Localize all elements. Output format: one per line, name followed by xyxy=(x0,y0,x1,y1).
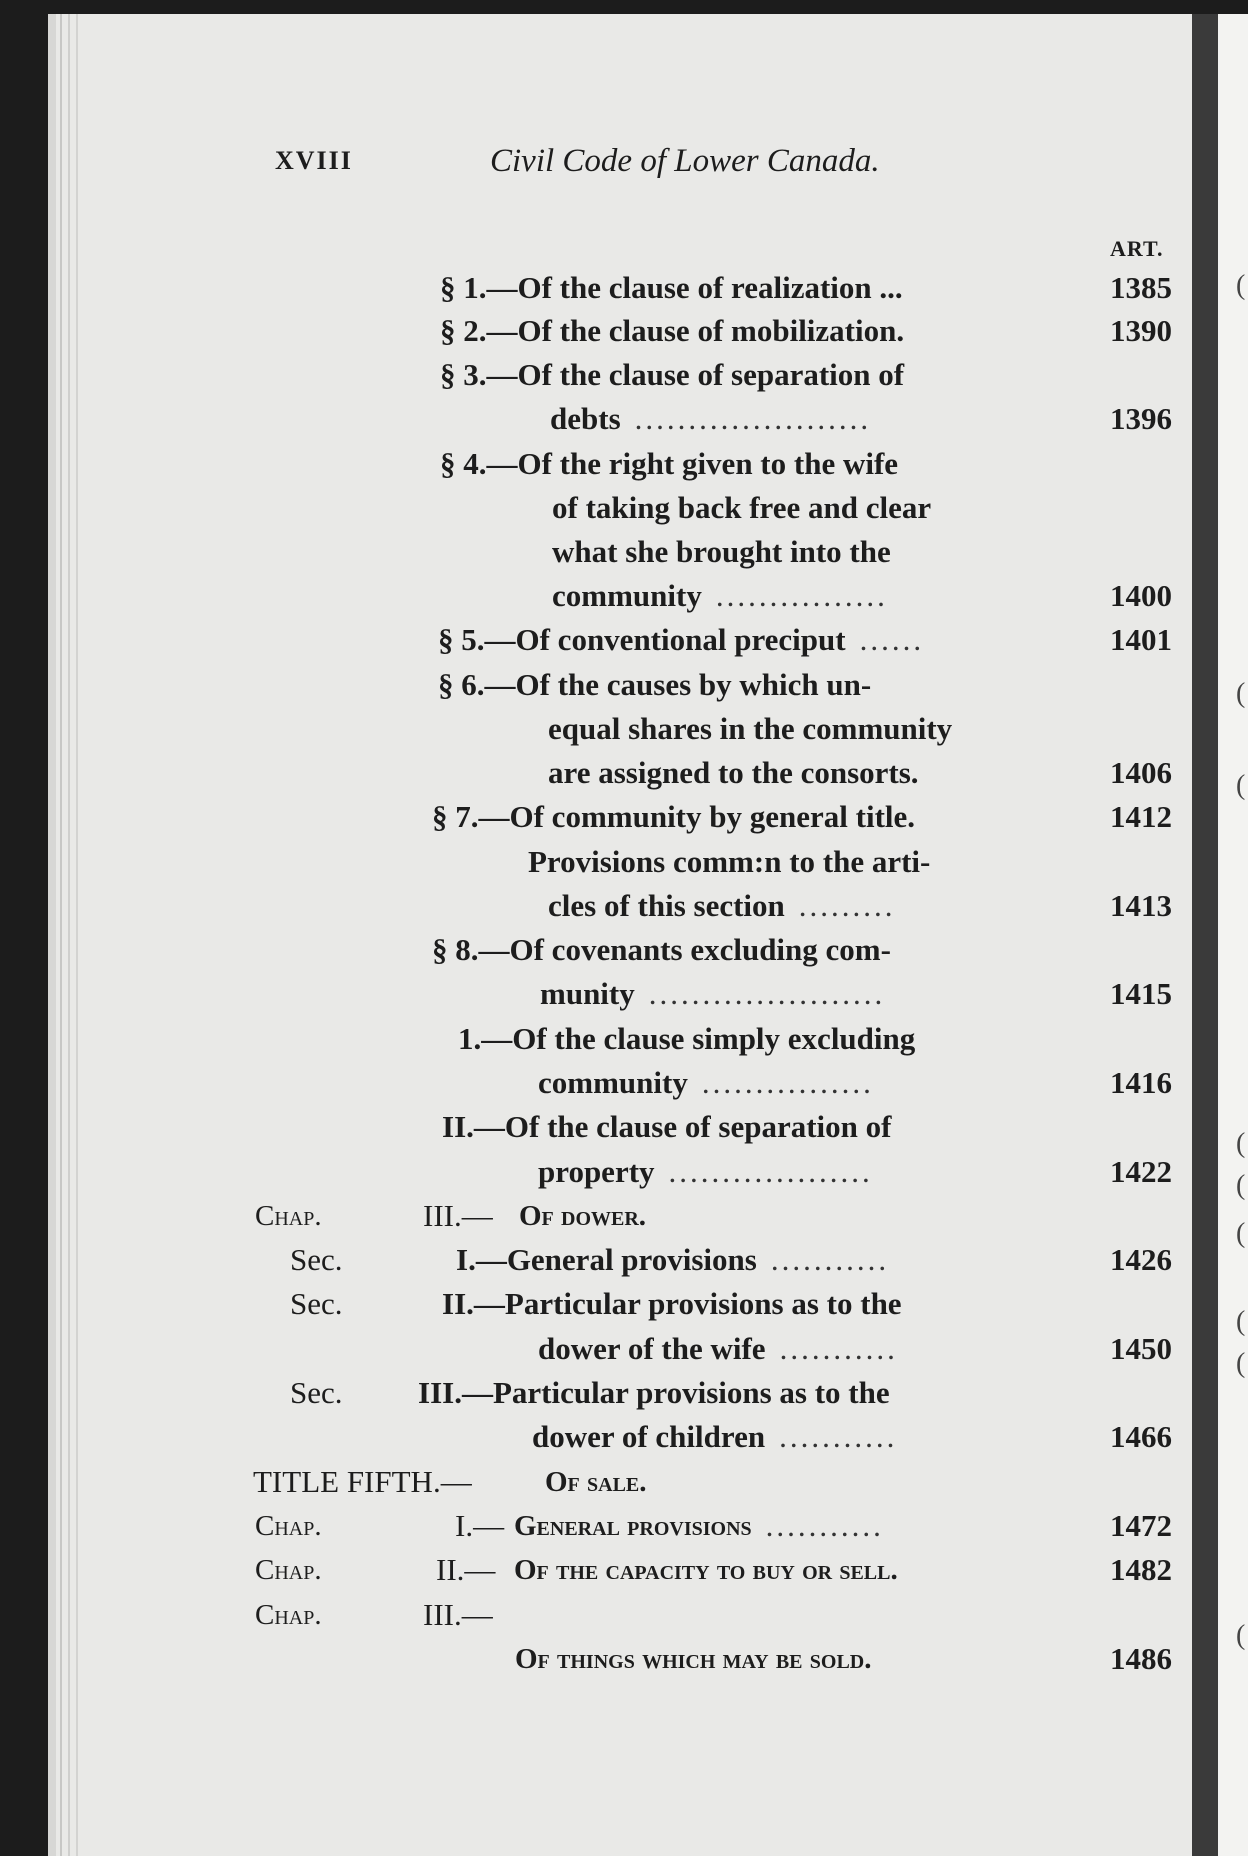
toc-title: 1.—Of the clause simply excluding xyxy=(458,1021,916,1056)
toc-title: are assigned to the consorts. xyxy=(548,755,919,790)
toc-entry xyxy=(0,1373,1248,1413)
toc-entry xyxy=(0,620,1248,660)
toc-entry xyxy=(0,1152,1248,1192)
toc-article-number: 1466 xyxy=(1110,1419,1172,1454)
toc-title: § 7.—Of community by general title. xyxy=(432,799,916,834)
toc-entry xyxy=(0,1107,1248,1147)
toc-entry xyxy=(0,1639,1248,1679)
toc-title: Provisions comm:n to the arti- xyxy=(528,844,931,879)
toc-title: § 1.—Of the clause of realization ... xyxy=(440,270,903,305)
toc-label: Chap. xyxy=(255,1200,322,1232)
toc-title: § 4.—Of the right given to the wife xyxy=(440,446,899,481)
toc-article-number: 1400 xyxy=(1110,578,1172,613)
facing-page-mark: ( xyxy=(1236,770,1246,801)
toc-entry xyxy=(0,1462,1248,1502)
toc-article-number: 1415 xyxy=(1110,976,1172,1011)
toc-chapter-number: III.— xyxy=(423,1198,493,1233)
toc-title: debts xyxy=(550,401,621,436)
dot-leader: ........... xyxy=(770,1242,890,1277)
dot-leader: ........... xyxy=(765,1508,884,1543)
toc-entry xyxy=(0,797,1248,837)
toc-title: II.—Particular provisions as to the xyxy=(442,1286,902,1321)
toc-title: community xyxy=(538,1065,688,1100)
art-column-label: ART. xyxy=(1110,236,1164,261)
toc-article-number: 1472 xyxy=(1110,1508,1172,1543)
toc-article-number: 1482 xyxy=(1110,1552,1172,1587)
toc-title: III.—Particular provisions as to the xyxy=(418,1375,890,1410)
toc-chapter-number: II.— xyxy=(436,1552,496,1587)
toc-label: Chap. xyxy=(255,1554,322,1586)
toc-entry xyxy=(0,1284,1248,1324)
toc-title: Of dower. xyxy=(519,1200,647,1232)
toc-article-number: 1412 xyxy=(1110,799,1172,834)
facing-page-mark: ( xyxy=(1236,1218,1246,1249)
dot-leader: ...... xyxy=(859,622,925,657)
toc-title: § 8.—Of covenants excluding com- xyxy=(432,932,891,967)
toc-entry xyxy=(0,1019,1248,1059)
toc-article-number: 1486 xyxy=(1110,1641,1172,1676)
dot-leader: ...................... xyxy=(634,401,872,436)
facing-page-mark: ( xyxy=(1236,270,1246,301)
dot-leader: ...................... xyxy=(648,976,886,1011)
toc-title: what she brought into the xyxy=(552,534,891,569)
facing-page-mark: ( xyxy=(1236,1306,1246,1337)
toc-entry xyxy=(0,709,1248,749)
toc-title: of taking back free and clear xyxy=(552,490,932,525)
dot-leader: ................... xyxy=(668,1154,873,1189)
toc-title: Of things which may be sold. xyxy=(515,1643,872,1675)
toc-label: Sec. xyxy=(290,1375,343,1410)
dot-leader: ................ xyxy=(715,578,888,613)
toc-article-number: 1396 xyxy=(1110,401,1172,436)
toc-entry xyxy=(0,842,1248,882)
facing-page-mark: ( xyxy=(1236,1348,1246,1379)
toc-article-number: 1426 xyxy=(1110,1242,1172,1277)
toc-article-number: 1413 xyxy=(1110,888,1172,923)
toc-title: cles of this section xyxy=(548,888,785,923)
facing-page-mark: ( xyxy=(1236,678,1246,709)
toc-entry xyxy=(0,532,1248,572)
dot-leader: ......... xyxy=(798,888,896,923)
toc-entry xyxy=(0,1196,1248,1236)
toc-entry xyxy=(0,753,1248,793)
dot-leader: ........... xyxy=(779,1331,898,1366)
toc-title: equal shares in the community xyxy=(548,711,953,746)
toc-chapter-number: III.— xyxy=(423,1597,493,1632)
toc-title: property xyxy=(538,1154,655,1189)
toc-title: § 6.—Of the causes by which un- xyxy=(438,667,872,702)
toc-label: Chap. xyxy=(255,1510,322,1542)
toc-title: Of the capacity to buy or sell. xyxy=(514,1554,898,1586)
toc-label: TITLE FIFTH.— xyxy=(253,1464,472,1499)
toc-article-number: 1406 xyxy=(1110,755,1172,790)
toc-title: II.—Of the clause of separation of xyxy=(442,1109,892,1144)
toc-title: General provisions xyxy=(514,1510,752,1542)
toc-title: § 5.—Of conventional preciput xyxy=(438,622,846,657)
toc-entry xyxy=(0,576,1248,616)
toc-entry xyxy=(0,1329,1248,1369)
toc-entry xyxy=(0,1595,1248,1635)
toc-article-number: 1390 xyxy=(1110,313,1172,348)
facing-page-mark: ( xyxy=(1236,1620,1246,1651)
toc-entry xyxy=(0,974,1248,1014)
toc-title: dower of children xyxy=(532,1419,766,1454)
facing-page-mark: ( xyxy=(1236,1128,1246,1159)
toc-article-number: 1450 xyxy=(1110,1331,1172,1366)
toc-title: § 3.—Of the clause of separation of xyxy=(440,357,905,392)
toc-entry xyxy=(0,1506,1248,1546)
toc-article-number: 1422 xyxy=(1110,1154,1172,1189)
toc-entry xyxy=(0,355,1248,395)
toc-entry xyxy=(0,488,1248,528)
toc-entry xyxy=(0,1240,1248,1280)
toc-entry xyxy=(0,1550,1248,1590)
toc-title: I.—General provisions xyxy=(456,1242,757,1277)
toc-entry xyxy=(0,1063,1248,1103)
toc-label: Sec. xyxy=(290,1242,343,1277)
toc-title: community xyxy=(552,578,702,613)
toc-entry xyxy=(0,399,1248,439)
facing-page-mark: ( xyxy=(1236,1170,1246,1201)
toc-title: § 2.—Of the clause of mobilization. xyxy=(440,313,905,348)
toc-label: Sec. xyxy=(290,1286,343,1321)
toc-entry xyxy=(0,665,1248,705)
toc-entry xyxy=(0,268,1248,308)
toc-title: munity xyxy=(540,976,635,1011)
toc-title: dower of the wife xyxy=(538,1331,766,1366)
dot-leader: ................ xyxy=(701,1065,874,1100)
toc-entry xyxy=(0,886,1248,926)
toc-article-number: 1385 xyxy=(1110,270,1172,305)
toc-entry xyxy=(0,930,1248,970)
toc-chapter-number: I.— xyxy=(455,1508,505,1543)
dot-leader: ........... xyxy=(779,1419,898,1454)
toc-entry xyxy=(0,311,1248,351)
toc-article-number: 1416 xyxy=(1110,1065,1172,1100)
toc-entry xyxy=(0,1417,1248,1457)
toc-article-number: 1401 xyxy=(1110,622,1172,657)
page-number: XVIII xyxy=(275,146,353,175)
toc-label: Chap. xyxy=(255,1599,322,1631)
toc-title: Of sale. xyxy=(545,1466,647,1498)
running-title: Civil Code of Lower Canada. xyxy=(490,143,880,179)
toc-entry xyxy=(0,444,1248,484)
